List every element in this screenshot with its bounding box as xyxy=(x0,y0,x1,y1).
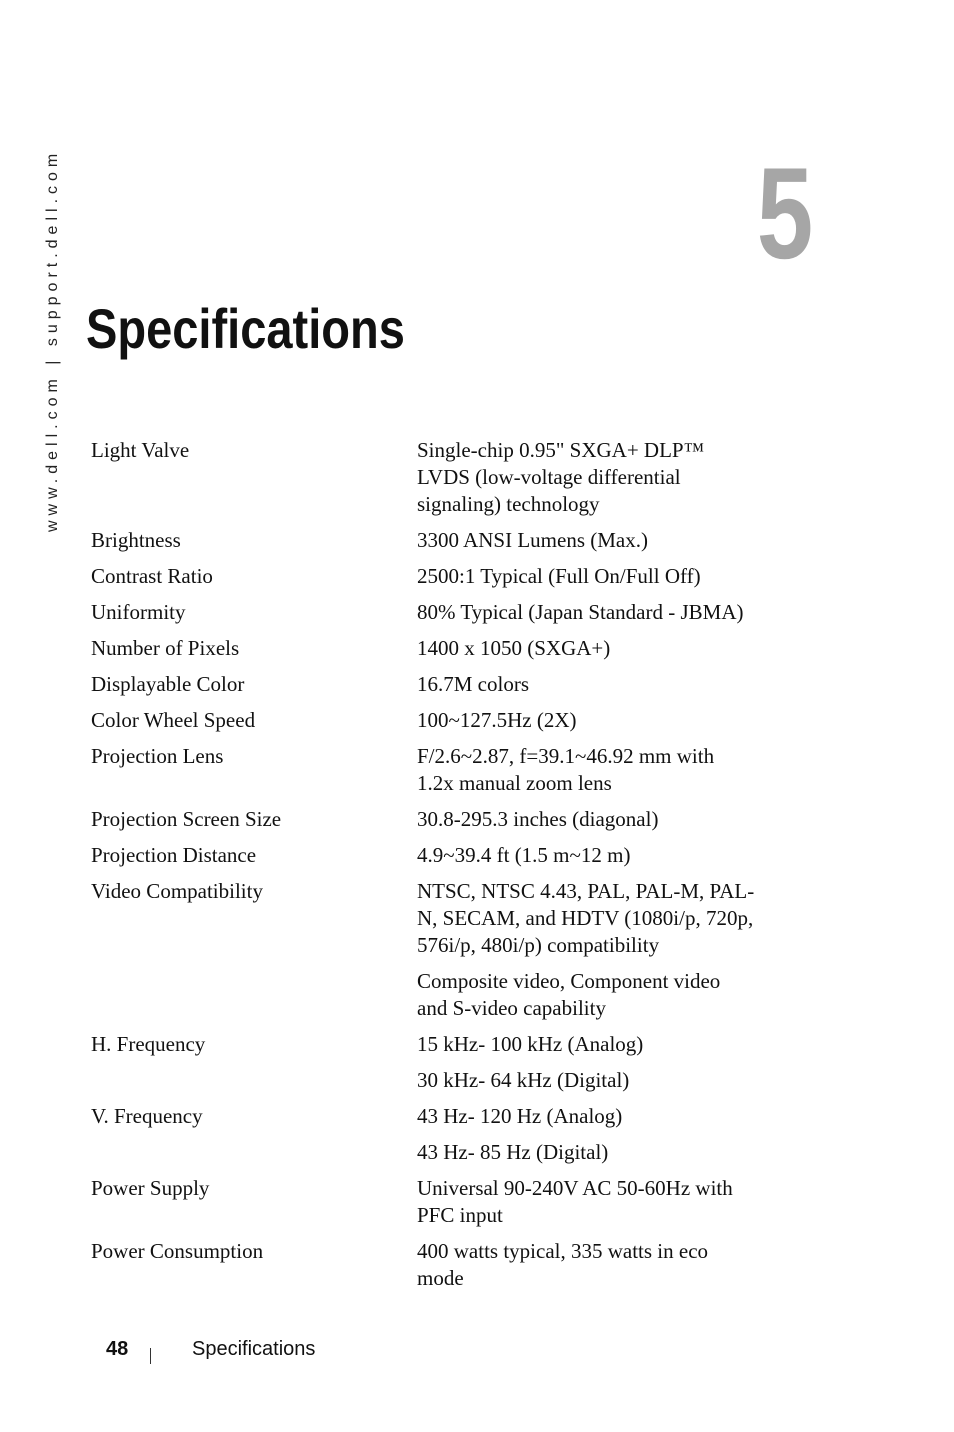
footer xyxy=(0,1336,954,1366)
footer-section-title: Specifications xyxy=(192,1338,316,1360)
spec-value-paragraph xyxy=(417,743,777,797)
spec-label: Number of Pixels xyxy=(91,636,240,660)
spec-value-paragraph xyxy=(417,1139,777,1166)
spec-value xyxy=(417,878,777,1022)
spec-value xyxy=(417,806,777,833)
spec-value xyxy=(417,599,777,626)
spec-value-paragraph xyxy=(417,842,777,869)
spec-value-line: 43 Hz- 120 Hz (Analog) xyxy=(417,1104,623,1128)
spec-label: Video Compatibility xyxy=(91,879,263,903)
spec-value-line: and S-video capability xyxy=(417,996,606,1020)
spec-row xyxy=(91,878,791,1022)
spec-value-paragraph xyxy=(417,1031,777,1058)
spec-label: Power Supply xyxy=(91,1176,210,1200)
spec-value-paragraph xyxy=(417,563,777,590)
spec-value-paragraph xyxy=(417,599,777,626)
spec-value xyxy=(417,1175,777,1229)
spec-value-line: 43 Hz- 85 Hz (Digital) xyxy=(417,1140,609,1164)
spec-value-line: 4.9~39.4 ft (1.5 m~12 m) xyxy=(417,843,631,867)
spec-value-paragraph xyxy=(417,635,777,662)
spec-row xyxy=(91,599,791,626)
spec-value-paragraph xyxy=(417,878,777,959)
page-number: 48 xyxy=(106,1338,129,1360)
spec-value-line: Universal 90-240V AC 50-60Hz with xyxy=(417,1176,733,1200)
spec-row xyxy=(91,527,791,554)
spec-value xyxy=(417,743,777,797)
spec-label: Projection Lens xyxy=(91,744,224,768)
spec-value-line: 80% Typical (Japan Standard - JBMA) xyxy=(417,600,744,624)
spec-value-line: 16.7M colors xyxy=(417,672,529,696)
spec-row xyxy=(91,563,791,590)
spec-value-paragraph xyxy=(417,437,777,518)
spec-value-paragraph xyxy=(417,1067,777,1094)
spec-label: Projection Screen Size xyxy=(91,807,282,831)
spec-value-line: N, SECAM, and HDTV (1080i/p, 720p, xyxy=(417,906,754,930)
spec-table xyxy=(91,437,791,1301)
spec-row xyxy=(91,842,791,869)
spec-value-line: LVDS (low-voltage differential xyxy=(417,465,681,489)
chapter-number: 5 xyxy=(756,140,814,286)
spec-value xyxy=(417,1031,777,1094)
spec-value xyxy=(417,707,777,734)
spec-label: Displayable Color xyxy=(91,672,245,696)
spec-value-line: F/2.6~2.87, f=39.1~46.92 mm with xyxy=(417,744,715,768)
spec-label: V. Frequency xyxy=(91,1104,203,1128)
spec-value xyxy=(417,671,777,698)
spec-value xyxy=(417,527,777,554)
spec-value-line: signaling) technology xyxy=(417,492,600,516)
spec-row xyxy=(91,437,791,518)
spec-row xyxy=(91,707,791,734)
spec-row xyxy=(91,1031,791,1094)
spec-value-paragraph xyxy=(417,1175,777,1229)
spec-value-line: 3300 ANSI Lumens (Max.) xyxy=(417,528,648,552)
spec-value xyxy=(417,635,777,662)
footer-divider xyxy=(150,1348,151,1364)
spec-value-line: 576i/p, 480i/p) compatibility xyxy=(417,933,660,957)
spec-value-line: NTSC, NTSC 4.43, PAL, PAL-M, PAL- xyxy=(417,879,755,903)
spec-value xyxy=(417,842,777,869)
spec-value-paragraph xyxy=(417,707,777,734)
spec-value xyxy=(417,1103,777,1166)
side-url: www.dell.com | support.dell.com xyxy=(44,148,61,532)
spec-label: Color Wheel Speed xyxy=(91,708,256,732)
spec-row xyxy=(91,806,791,833)
spec-value-line: 30 kHz- 64 kHz (Digital) xyxy=(417,1068,630,1092)
spec-label: Uniformity xyxy=(91,600,186,624)
spec-value-line: 30.8-295.3 inches (diagonal) xyxy=(417,807,659,831)
spec-row xyxy=(91,635,791,662)
spec-label: Contrast Ratio xyxy=(91,564,213,588)
spec-value-line: 1400 x 1050 (SXGA+) xyxy=(417,636,611,660)
spec-label: Power Consumption xyxy=(91,1239,264,1263)
spec-value-line: 15 kHz- 100 kHz (Analog) xyxy=(417,1032,644,1056)
spec-value-line: 1.2x manual zoom lens xyxy=(417,771,612,795)
spec-row xyxy=(91,1238,791,1292)
spec-value-line: 2500:1 Typical (Full On/Full Off) xyxy=(417,564,701,588)
spec-label: Light Valve xyxy=(91,438,190,462)
spec-value-paragraph xyxy=(417,1103,777,1130)
spec-value-line: mode xyxy=(417,1266,464,1290)
spec-row xyxy=(91,743,791,797)
spec-value-paragraph xyxy=(417,1238,777,1292)
spec-label: Projection Distance xyxy=(91,843,257,867)
spec-value-paragraph xyxy=(417,671,777,698)
spec-value xyxy=(417,437,777,518)
spec-value-paragraph xyxy=(417,968,777,1022)
spec-row xyxy=(91,671,791,698)
spec-value-line: PFC input xyxy=(417,1203,503,1227)
spec-value-line: Composite video, Component video xyxy=(417,969,721,993)
spec-value-line: 400 watts typical, 335 watts in eco xyxy=(417,1239,709,1263)
spec-value xyxy=(417,1238,777,1292)
spec-value xyxy=(417,563,777,590)
spec-value-paragraph xyxy=(417,806,777,833)
spec-value-paragraph xyxy=(417,527,777,554)
spec-label: H. Frequency xyxy=(91,1032,206,1056)
spec-label: Brightness xyxy=(91,528,181,552)
spec-value-line: Single-chip 0.95" SXGA+ DLP™ xyxy=(417,438,705,462)
spec-row xyxy=(91,1103,791,1166)
spec-value-line: 100~127.5Hz (2X) xyxy=(417,708,577,732)
spec-row xyxy=(91,1175,791,1229)
page-title: Specifications xyxy=(86,297,405,360)
